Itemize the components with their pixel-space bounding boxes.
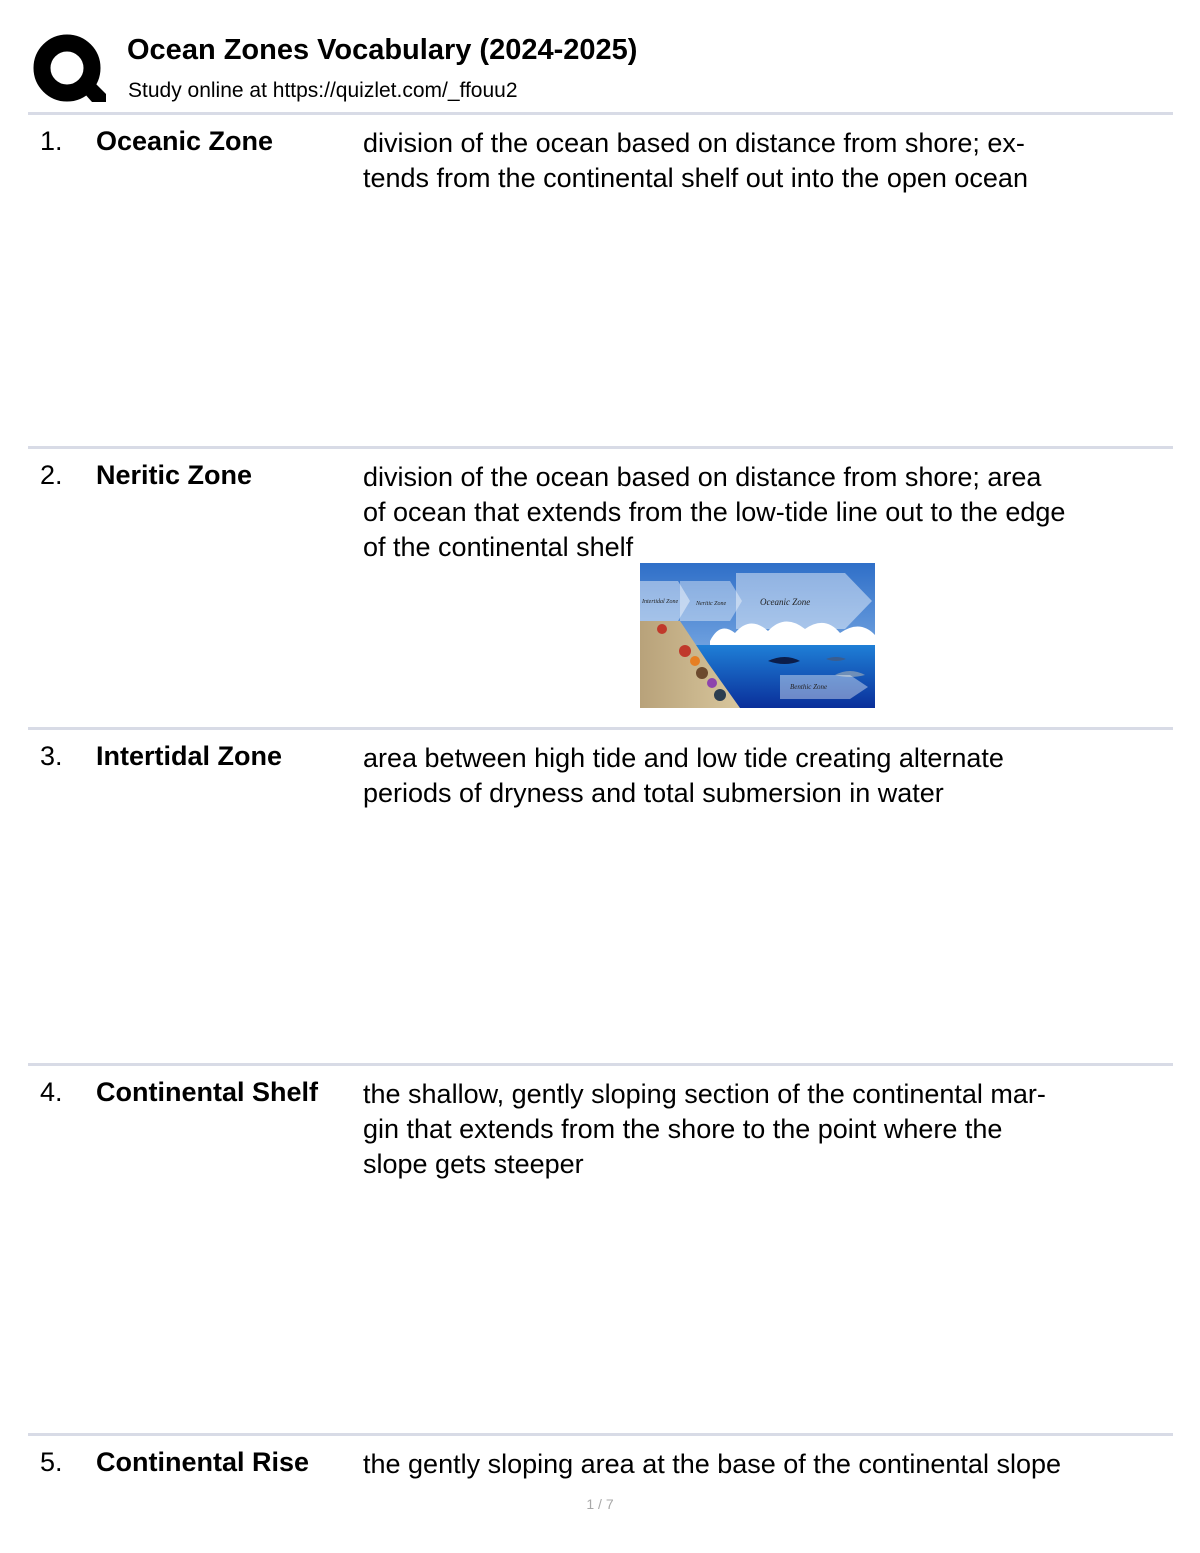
benthic-zone-label: Benthic Zone — [790, 683, 828, 691]
definition-line: division of the ocean based on distance from shore; area — [363, 462, 1042, 492]
term-definition — [363, 460, 1163, 565]
definition-line: the shallow, gently sloping section of the continental mar- — [363, 1079, 1046, 1109]
neritic-zone-label: Neritic Zone — [696, 601, 727, 607]
definition-line: tends from the continental shelf out into the open ocean — [363, 163, 1028, 193]
term-definition — [363, 741, 1163, 811]
definition-line: slope gets steeper — [363, 1149, 584, 1179]
term-definition — [363, 1077, 1163, 1182]
term-word: Oceanic Zone — [96, 126, 274, 156]
intertidal-zone-label: Intertidal Zone — [642, 599, 679, 605]
term-word: Continental Shelf — [96, 1077, 318, 1107]
study-online-link[interactable]: Study online at https://quizlet.com/_ffouu2 — [128, 79, 518, 102]
page-number: 1 / 7 — [586, 1496, 614, 1512]
definition-line: periods of dryness and total submersion in water — [363, 778, 944, 808]
divider — [28, 727, 1173, 730]
definition-line: the gently sloping area at the base of the continental slope — [363, 1449, 1061, 1479]
term-number: 4. — [40, 1077, 63, 1107]
oceanic-zone-label: Oceanic Zone — [760, 597, 811, 607]
term-definition — [363, 126, 1163, 196]
term-number: 2. — [40, 460, 63, 490]
document-header — [28, 28, 1178, 112]
term-number: 3. — [40, 741, 63, 771]
definition-line: division of the ocean based on distance from shore; ex- — [363, 128, 1025, 158]
divider — [28, 446, 1173, 449]
definition-line: of ocean that extends from the low-tide line out to the edge — [363, 497, 1066, 527]
divider — [28, 1063, 1173, 1066]
term-definition — [363, 1447, 1163, 1482]
term-word: Continental Rise — [96, 1447, 310, 1477]
term-word: Neritic Zone — [96, 460, 253, 490]
definition-line: of the continental shelf — [363, 532, 634, 562]
definition-line: gin that extends from the shore to the point where the — [363, 1114, 1003, 1144]
ocean-zones-illustration — [640, 563, 875, 708]
document-title: Ocean Zones Vocabulary (2024-2025) — [127, 34, 638, 66]
term-word: Intertidal Zone — [96, 741, 283, 771]
term-number: 5. — [40, 1447, 63, 1477]
divider — [28, 112, 1173, 115]
quizlet-q-logo-icon — [32, 32, 106, 106]
term-number: 1. — [40, 126, 63, 156]
definition-line: area between high tide and low tide creating alternate — [363, 743, 1004, 773]
divider — [28, 1433, 1173, 1436]
